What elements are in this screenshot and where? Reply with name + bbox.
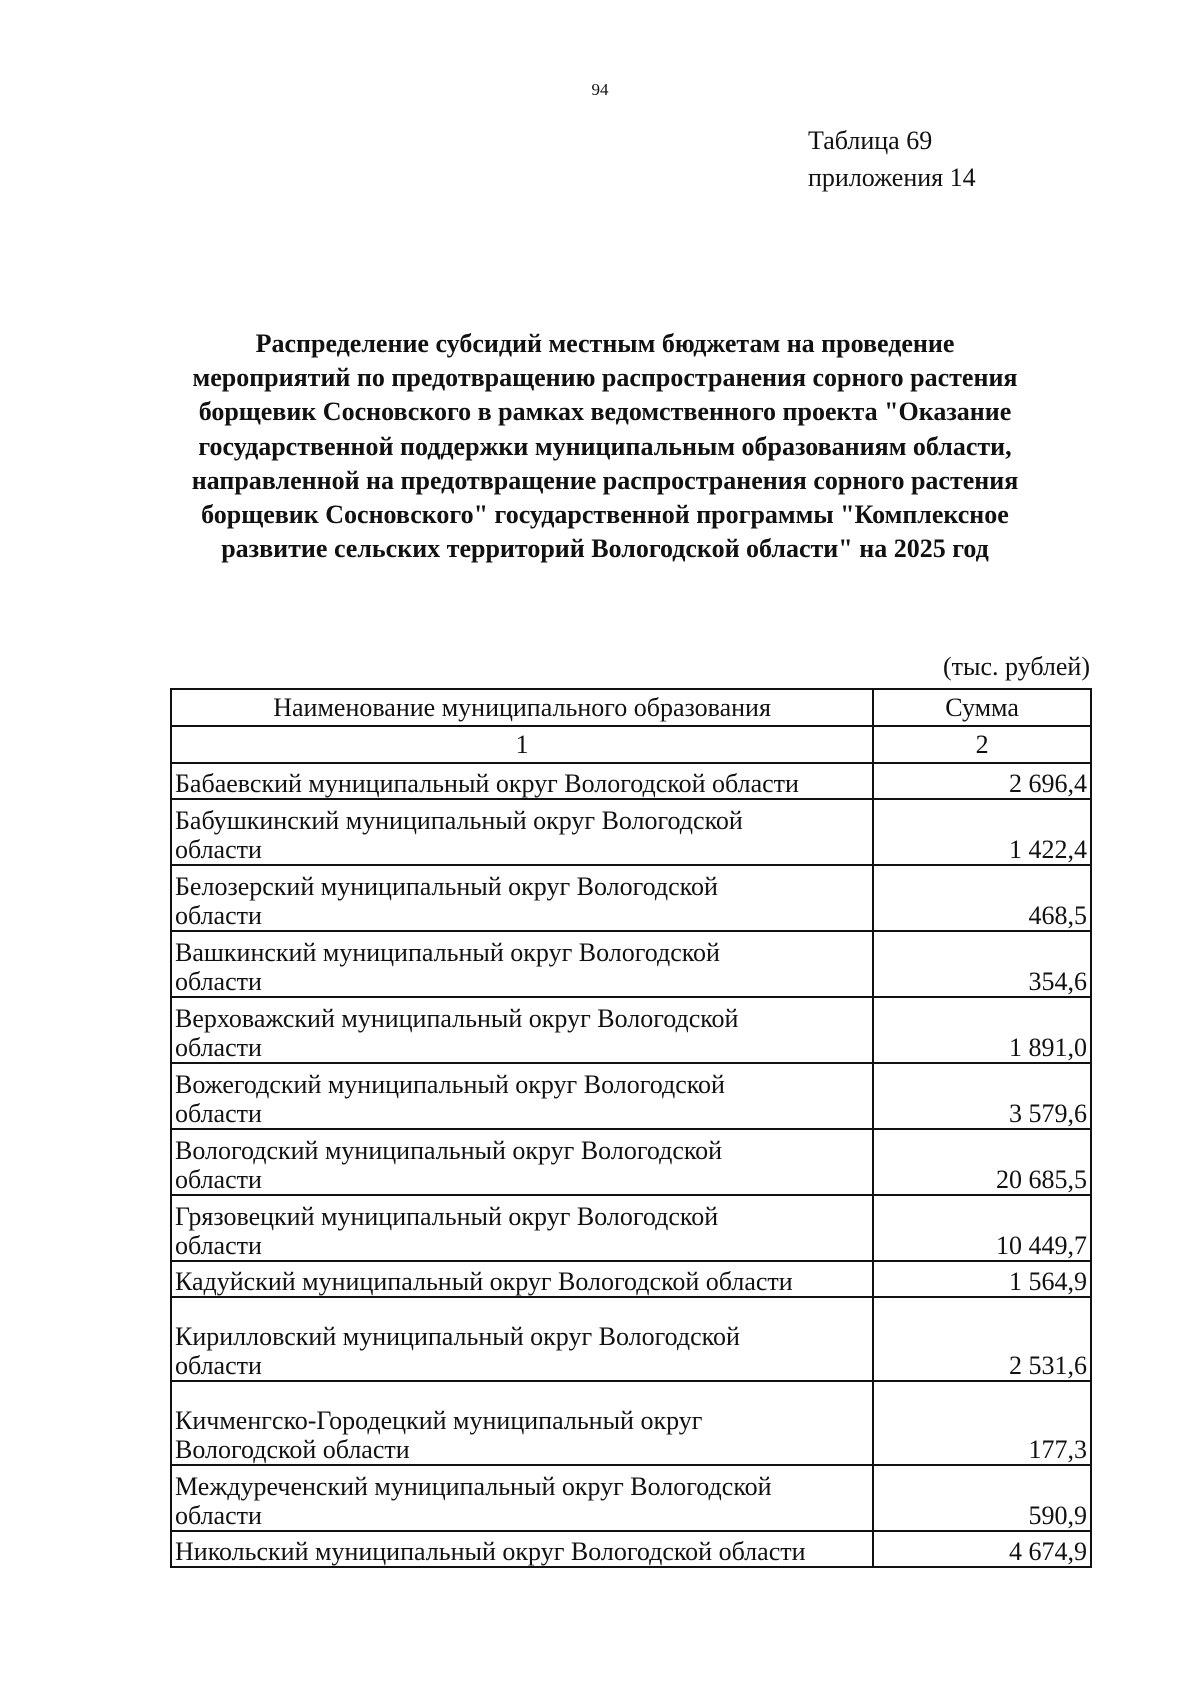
municipality-name [171,1129,873,1195]
title-line: борщевик Сосновского в рамках ведомственного проекта "Оказание [198,397,1012,427]
amount-cell: 1 422,4 [873,799,1091,865]
name-line: области [175,835,262,864]
name-line: области [175,967,262,996]
table-header-row [171,689,1091,726]
table-row [171,997,1091,1063]
name-line: области [175,1033,262,1062]
amount-cell: 10 449,7 [873,1195,1091,1261]
amount-cell: 1 891,0 [873,997,1091,1063]
name-line: Вашкинский муниципальный округ Вологодской [175,938,720,967]
municipality-name [171,865,873,931]
amount-cell: 3 579,6 [873,1063,1091,1129]
name-line: Бабушкинский муниципальный округ Вологодской [175,806,743,835]
table-row [171,1129,1091,1195]
name-line: Кичменгско-Городецкий муниципальный округ [175,1406,703,1435]
amount-cell: 354,6 [873,931,1091,997]
table-row [171,1063,1091,1129]
subsidy-table [170,688,1092,1568]
name-line: области [175,1231,262,1260]
name-line: Вологодской области [175,1435,410,1464]
name-line: Никольский муниципальный округ Вологодской области [175,1537,806,1566]
name-line: области [175,901,262,930]
municipality-name [171,1195,873,1261]
table-row [171,1381,1091,1465]
name-line: Верховажский муниципальный округ Вологодской [175,1004,739,1033]
amount-cell: 2 531,6 [873,1297,1091,1381]
column-number-row [171,726,1091,763]
amount-cell: 590,9 [873,1465,1091,1531]
amount-cell: 20 685,5 [873,1129,1091,1195]
municipality-name [171,799,873,865]
table-row [171,1297,1091,1381]
municipality-name [171,1531,873,1567]
header-sum: Сумма [873,689,1091,726]
amount-cell: 177,3 [873,1381,1091,1465]
name-line: области [175,1165,262,1194]
units-label: (тыс. рублей) [942,652,1090,681]
title-line: направленной на предотвращение распространения сорного растения [191,465,1019,495]
name-line: Бабаевский муниципальный округ Вологодской области [175,769,799,798]
amount-cell: 2 696,4 [873,763,1091,799]
name-line: Грязовецкий муниципальный округ Вологодской [175,1202,719,1231]
table-row [171,1531,1091,1567]
municipality-name [171,1261,873,1297]
table-row [171,1465,1091,1531]
name-line: Вологодский муниципальный округ Вологодской [175,1136,723,1165]
title-line: мероприятий по предотвращению распространения сорного растения [192,363,1018,393]
amount-cell: 1 564,9 [873,1261,1091,1297]
title-line: государственной поддержки муниципальным образованиям области, [198,431,1012,461]
name-line: области [175,1099,262,1128]
column-number: 2 [873,726,1091,763]
name-line: области [175,1501,262,1530]
document-title [140,327,1070,566]
column-number: 1 [171,726,873,763]
municipality-name [171,1063,873,1129]
table-row [171,1261,1091,1297]
municipality-name [171,1465,873,1531]
title-line: борщевик Сосновского" государственной программы "Комплексное [201,500,1009,530]
table-row [171,865,1091,931]
name-line: Вожегодский муниципальный округ Вологодской [175,1070,725,1099]
municipality-name [171,931,873,997]
table-row [171,1195,1091,1261]
municipality-name [171,1381,873,1465]
table-row [171,799,1091,865]
title-line: развитие сельских территорий Вологодской области" на 2025 год [221,534,989,564]
name-line: Кирилловский муниципальный округ Вологодской [175,1322,740,1351]
municipality-name [171,1297,873,1381]
municipality-name [171,997,873,1063]
amount-cell: 468,5 [873,865,1091,931]
name-line: Междуреченский муниципальный округ Вологодской [175,1472,772,1501]
annex-table-label: Таблица 69 [808,126,933,155]
title-line: Распределение субсидий местным бюджетам на проведение [255,329,955,358]
table-row [171,931,1091,997]
table-row [171,763,1091,799]
name-line: Белозерский муниципальный округ Вологодской [175,872,718,901]
municipality-name [171,763,873,799]
amount-cell: 4 674,9 [873,1531,1091,1567]
annex-reference [808,122,976,196]
annex-appendix-label: приложения 14 [808,163,976,192]
name-line: Кадуйский муниципальный округ Вологодской области [175,1267,793,1296]
page-number: 94 [591,80,609,99]
name-line: области [175,1351,262,1380]
header-name: Наименование муниципального образования [171,689,873,726]
